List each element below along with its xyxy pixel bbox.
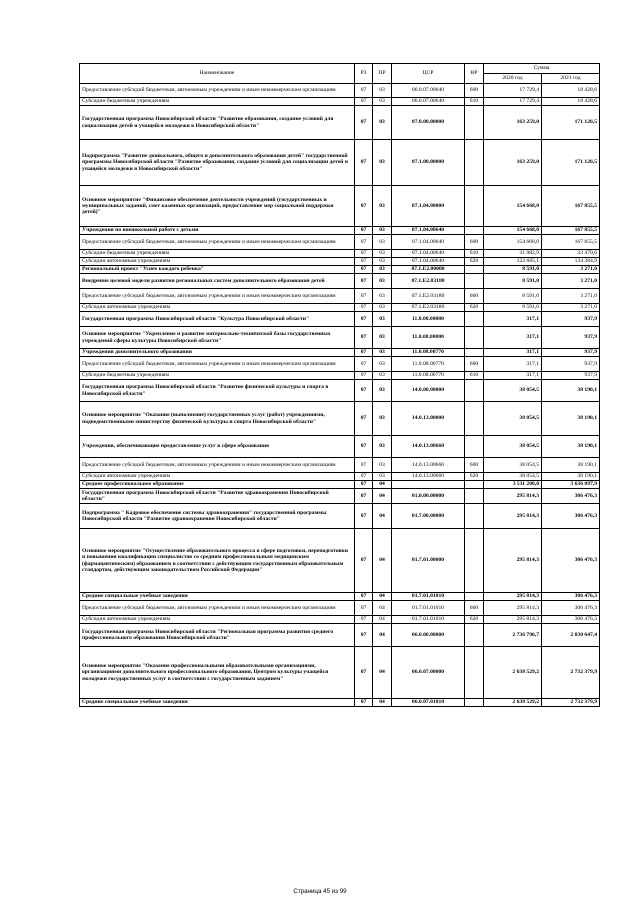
row-sum-2021: 18 428,6 — [542, 98, 600, 106]
row-csr: 07.1.00.00000 — [392, 140, 465, 186]
row-sum-2021: 167 855,5 — [542, 186, 600, 227]
row-pr: 03 — [373, 380, 392, 402]
table-row — [80, 140, 600, 186]
row-name: Субсидии автономным учреждениям — [80, 616, 355, 624]
row-csr: 06.0.07.00000 — [392, 647, 465, 699]
row-vr: 610 — [465, 372, 484, 380]
row-vr: 600 — [465, 84, 484, 98]
row-rz: 07 — [355, 304, 373, 312]
row-csr: 01.7.01.01010 — [392, 616, 465, 624]
row-csr: 01.7.01.01010 — [392, 593, 465, 601]
row-name: Основное мероприятие "Финансовое обеспечение деятельности учреждений (государственных и муниципальных заданий, смет казенных организаций, предоставление мер социальной поддержки детей)" — [80, 186, 355, 227]
row-sum-2020: 122 685,1 — [484, 258, 542, 266]
row-csr: 11.0.08.00000 — [392, 327, 465, 349]
row-vr — [465, 647, 484, 699]
row-csr: 07.1.04.00640 — [392, 250, 465, 258]
row-rz: 07 — [355, 624, 373, 647]
row-csr: 11.0.08.00770 — [392, 372, 465, 380]
row-vr — [465, 699, 484, 707]
row-sum-2021: 171 126,5 — [542, 106, 600, 140]
row-rz: 07 — [355, 106, 373, 140]
row-vr: 610 — [465, 250, 484, 258]
row-pr: 04 — [373, 616, 392, 624]
table-row — [80, 227, 600, 235]
row-sum-2021: 306 476,3 — [542, 616, 600, 624]
row-pr: 03 — [373, 436, 392, 458]
row-csr: 07.1.E2.03180 — [392, 274, 465, 289]
row-vr: 600 — [465, 601, 484, 616]
row-sum-2021: 937,9 — [542, 349, 600, 357]
table-row — [80, 504, 600, 529]
row-sum-2021: 3 636 897,9 — [542, 481, 600, 489]
row-pr: 04 — [373, 593, 392, 601]
row-sum-2021: 306 476,3 — [542, 601, 600, 616]
row-sum-2021: 306 476,3 — [542, 504, 600, 529]
row-sum-2020: 8 591,0 — [484, 274, 542, 289]
row-vr: 600 — [465, 235, 484, 250]
row-sum-2020: 3 511 208,0 — [484, 481, 542, 489]
row-name: Средние специальные учебные заведения — [80, 593, 355, 601]
row-name: Внедрение целевой модели развития региональных систем дополнительного образования детей — [80, 274, 355, 289]
row-csr: 14.0.13.00660 — [392, 473, 465, 481]
table-row — [80, 266, 600, 274]
row-pr: 04 — [373, 699, 392, 707]
row-rz: 07 — [355, 402, 373, 436]
table-row — [80, 380, 600, 402]
row-rz: 07 — [355, 235, 373, 250]
row-rz: 07 — [355, 593, 373, 601]
row-name: Основное мероприятие "Укрепление и развитие материально-технической базы государственных учреждений сферы культуры Новосибирской области" — [80, 327, 355, 349]
table-row — [80, 274, 600, 289]
row-sum-2020: 295 814,3 — [484, 616, 542, 624]
row-vr — [465, 349, 484, 357]
row-name: Основное мероприятие "Оказание профессиональными образовательными организациями, организациями дополнительного профессионального образования, Центром культуры учащейся молодежи государственных услуг в соответствии с государственным заданием" — [80, 647, 355, 699]
row-csr: 14.0.00.00000 — [392, 380, 465, 402]
row-pr: 03 — [373, 458, 392, 473]
row-pr: 03 — [373, 140, 392, 186]
row-sum-2021: 2 732 379,9 — [542, 699, 600, 707]
table-row — [80, 312, 600, 327]
row-csr — [392, 481, 465, 489]
budget-table — [79, 63, 600, 707]
row-rz: 07 — [355, 616, 373, 624]
row-vr: 600 — [465, 289, 484, 304]
row-sum-2020: 295 814,3 — [484, 529, 542, 593]
table-row — [80, 327, 600, 349]
row-sum-2020: 317,1 — [484, 312, 542, 327]
row-vr — [465, 489, 484, 504]
row-vr — [465, 312, 484, 327]
row-name: Государственная программа Новосибирской области "Развитие здравоохранения Новосибирской области" — [80, 489, 355, 504]
row-sum-2020: 38 054,5 — [484, 380, 542, 402]
row-vr: 600 — [465, 357, 484, 372]
page-number: Страница 45 из 99 — [293, 888, 347, 895]
row-sum-2020: 154 668,0 — [484, 227, 542, 235]
row-name: Государственная программа Новосибирской области "Культура Новосибирской области" — [80, 312, 355, 327]
row-vr — [465, 266, 484, 274]
row-name: Основное мероприятие "Осуществление образовательного процесса в сфере подготовки, переподготовки и повышения квалификации специалистов со средним профессиональным медицинским (фармацевтическим) образованием в соответствии с действующим государственным образовательным стандартом, действующим законодательством Российской Федерации" — [80, 529, 355, 593]
row-vr: 600 — [465, 458, 484, 473]
row-sum-2021: 2 732 379,9 — [542, 647, 600, 699]
row-sum-2021: 33 470,6 — [542, 250, 600, 258]
row-rz: 07 — [355, 327, 373, 349]
row-vr: 620 — [465, 304, 484, 312]
row-pr: 04 — [373, 481, 392, 489]
row-pr: 03 — [373, 304, 392, 312]
row-sum-2020: 38 054,5 — [484, 473, 542, 481]
row-vr — [465, 593, 484, 601]
row-sum-2021: 306 476,3 — [542, 593, 600, 601]
row-pr: 03 — [373, 372, 392, 380]
row-rz: 07 — [355, 258, 373, 266]
row-sum-2021: 937,9 — [542, 357, 600, 372]
budget-sheet — [79, 63, 599, 707]
row-name: Средние специальные учебные заведения — [80, 699, 355, 707]
row-rz: 07 — [355, 250, 373, 258]
row-sum-2021: 2 830 647,4 — [542, 624, 600, 647]
table-row — [80, 593, 600, 601]
row-sum-2021: 38 190,1 — [542, 402, 600, 436]
row-pr: 03 — [373, 106, 392, 140]
row-vr — [465, 380, 484, 402]
table-row — [80, 624, 600, 647]
row-pr: 04 — [373, 529, 392, 593]
row-name: Субсидии бюджетным учреждениям — [80, 250, 355, 258]
row-name: Предоставление субсидий бюджетным, автономным учреждениям и иным некоммерческим организациям — [80, 289, 355, 304]
row-csr: 01.0.00.00000 — [392, 489, 465, 504]
row-pr: 04 — [373, 489, 392, 504]
row-sum-2020: 154 668,0 — [484, 186, 542, 227]
row-csr: 07.1.E2.03180 — [392, 304, 465, 312]
row-pr: 03 — [373, 258, 392, 266]
row-csr: 07.1.04.00000 — [392, 186, 465, 227]
row-sum-2020: 295 814,3 — [484, 504, 542, 529]
row-rz: 07 — [355, 227, 373, 235]
row-name: Субсидии автономным учреждениям — [80, 473, 355, 481]
row-pr: 03 — [373, 250, 392, 258]
table-row — [80, 529, 600, 593]
row-sum-2021: 167 855,5 — [542, 235, 600, 250]
row-rz: 07 — [355, 349, 373, 357]
row-vr — [465, 436, 484, 458]
row-sum-2021: 306 476,3 — [542, 529, 600, 593]
row-name: Субсидии бюджетным учреждениям — [80, 98, 355, 106]
row-pr: 03 — [373, 402, 392, 436]
row-pr: 03 — [373, 327, 392, 349]
row-name: Государственная программа Новосибирской области "Развитие физической культуры и спорта в Новосибирской области" — [80, 380, 355, 402]
row-sum-2020: 317,1 — [484, 349, 542, 357]
row-rz: 07 — [355, 504, 373, 529]
row-rz: 07 — [355, 481, 373, 489]
row-sum-2020: 295 814,3 — [484, 593, 542, 601]
row-rz: 07 — [355, 274, 373, 289]
row-name: Учреждения, обеспечивающие предоставление услуг в сфере образования — [80, 436, 355, 458]
row-rz: 07 — [355, 436, 373, 458]
row-sum-2020: 8 591,0 — [484, 289, 542, 304]
row-pr: 03 — [373, 357, 392, 372]
row-name: Среднее профессиональное образование — [80, 481, 355, 489]
row-sum-2020: 8 591,0 — [484, 304, 542, 312]
row-vr — [465, 227, 484, 235]
row-name: Государственная программа Новосибирской области "Региональная программа развития среднего профессионального образования Новосибирской области" — [80, 624, 355, 647]
header-year-2021: 2021 год — [542, 74, 600, 84]
row-sum-2020: 317,1 — [484, 372, 542, 380]
table-row — [80, 647, 600, 699]
table-row — [80, 436, 600, 458]
table-row — [80, 616, 600, 624]
row-csr: 01.7.01.01010 — [392, 601, 465, 616]
table-row — [80, 258, 600, 266]
row-vr: 620 — [465, 616, 484, 624]
row-pr: 04 — [373, 601, 392, 616]
header-name: Наименование — [80, 64, 355, 84]
row-name: Предоставление субсидий бюджетным, автономным учреждениям и иным некоммерческим организациям — [80, 235, 355, 250]
row-sum-2020: 2 736 796,7 — [484, 624, 542, 647]
row-vr — [465, 106, 484, 140]
row-sum-2021: 134 384,9 — [542, 258, 600, 266]
row-rz: 07 — [355, 458, 373, 473]
row-name: Учреждения по внешкольной работе с детьми — [80, 227, 355, 235]
row-csr: 11.0.00.00000 — [392, 312, 465, 327]
table-row — [80, 84, 600, 98]
row-sum-2020: 2 638 529,2 — [484, 699, 542, 707]
row-vr — [465, 504, 484, 529]
row-rz: 07 — [355, 529, 373, 593]
row-pr: 03 — [373, 312, 392, 327]
row-vr — [465, 624, 484, 647]
row-csr: 01.7.00.00000 — [392, 504, 465, 529]
row-csr: 07.1.E2.00000 — [392, 266, 465, 274]
row-name: Подпрограмма " Кадровое обеспечение системы здравоохранения" государственной программы Новосибирской области "Развитие здравоохранения Новосибирской области" — [80, 504, 355, 529]
row-pr: 03 — [373, 235, 392, 250]
row-csr: 01.7.01.00000 — [392, 529, 465, 593]
row-sum-2020: 38 054,5 — [484, 458, 542, 473]
table-row — [80, 235, 600, 250]
table-row — [80, 372, 600, 380]
row-sum-2020: 295 814,3 — [484, 601, 542, 616]
row-csr: 14.0.13.00000 — [392, 402, 465, 436]
row-rz: 07 — [355, 380, 373, 402]
row-sum-2021: 3 271,0 — [542, 289, 600, 304]
table-row — [80, 473, 600, 481]
row-pr: 03 — [373, 473, 392, 481]
row-name: Государственная программа Новосибирской области "Развитие образования, создание условий для социализации детей и учащейся молодежи в Новосибирской области" — [80, 106, 355, 140]
row-pr: 03 — [373, 98, 392, 106]
row-sum-2021: 38 190,1 — [542, 380, 600, 402]
row-vr: 610 — [465, 98, 484, 106]
row-sum-2021: 3 271,0 — [542, 304, 600, 312]
row-rz: 07 — [355, 489, 373, 504]
row-name: Субсидии автономным учреждениям — [80, 304, 355, 312]
row-pr: 04 — [373, 504, 392, 529]
header-rz: РЗ — [355, 64, 373, 84]
row-vr — [465, 402, 484, 436]
row-vr — [465, 481, 484, 489]
row-sum-2020: 17 729,4 — [484, 98, 542, 106]
table-row — [80, 250, 600, 258]
row-csr: 06.0.07.01010 — [392, 699, 465, 707]
row-name: Предоставление субсидий бюджетным, автономным учреждениям и иным некоммерческим организациям — [80, 458, 355, 473]
row-sum-2020: 295 814,3 — [484, 489, 542, 504]
row-vr — [465, 529, 484, 593]
row-rz: 07 — [355, 186, 373, 227]
row-sum-2021: 937,9 — [542, 312, 600, 327]
row-csr: 11.0.08.00770 — [392, 357, 465, 372]
row-vr: 620 — [465, 473, 484, 481]
row-csr: 06.0.07.00640 — [392, 84, 465, 98]
header-year-2020: 2020 год — [484, 74, 542, 84]
table-row — [80, 98, 600, 106]
row-rz: 07 — [355, 372, 373, 380]
row-rz: 07 — [355, 266, 373, 274]
row-pr: 03 — [373, 227, 392, 235]
row-pr: 03 — [373, 266, 392, 274]
row-csr: 07.1.04.00640 — [392, 235, 465, 250]
row-sum-2020: 38 054,5 — [484, 436, 542, 458]
row-sum-2021: 171 126,5 — [542, 140, 600, 186]
row-rz: 07 — [355, 98, 373, 106]
row-pr: 03 — [373, 186, 392, 227]
row-sum-2021: 306 476,3 — [542, 489, 600, 504]
header-vr: ВР — [465, 64, 484, 84]
row-pr: 04 — [373, 647, 392, 699]
row-vr: 620 — [465, 258, 484, 266]
row-rz: 07 — [355, 84, 373, 98]
row-sum-2021: 3 271,0 — [542, 266, 600, 274]
row-pr: 03 — [373, 84, 392, 98]
row-sum-2020: 2 638 529,2 — [484, 647, 542, 699]
row-sum-2020: 163 259,0 — [484, 106, 542, 140]
header-csr: ЦСР — [392, 64, 465, 84]
table-row — [80, 186, 600, 227]
row-name: Основное мероприятие "Оказание (выполнение) государственных услуг (работ) учреждениями, подведомственными министерству физической культуры и спорта Новосибирской области" — [80, 402, 355, 436]
row-sum-2020: 17 729,4 — [484, 84, 542, 98]
row-name: Субсидии автономным учреждениям — [80, 258, 355, 266]
table-row — [80, 458, 600, 473]
row-rz: 07 — [355, 312, 373, 327]
table-row — [80, 489, 600, 504]
row-sum-2021: 937,9 — [542, 327, 600, 349]
table-row — [80, 106, 600, 140]
row-sum-2021: 937,9 — [542, 372, 600, 380]
row-name: Учреждения дополнительного образования — [80, 349, 355, 357]
row-csr: 07.0.00.00000 — [392, 106, 465, 140]
row-csr: 07.1.04.00640 — [392, 258, 465, 266]
table-body — [80, 84, 600, 707]
row-csr: 14.0.13.00660 — [392, 458, 465, 473]
table-row — [80, 481, 600, 489]
row-name: Региональный проект "Успех каждого ребенка" — [80, 266, 355, 274]
row-pr: 04 — [373, 624, 392, 647]
row-sum-2021: 3 271,0 — [542, 274, 600, 289]
row-rz: 07 — [355, 289, 373, 304]
row-rz: 07 — [355, 357, 373, 372]
table-row — [80, 601, 600, 616]
row-csr: 11.0.08.00770 — [392, 349, 465, 357]
row-sum-2020: 8 591,0 — [484, 266, 542, 274]
table-row — [80, 304, 600, 312]
header-sum: Сумма — [484, 64, 600, 74]
row-vr — [465, 140, 484, 186]
row-csr: 07.1.04.00640 — [392, 227, 465, 235]
row-sum-2021: 38 190,1 — [542, 436, 600, 458]
row-rz: 07 — [355, 140, 373, 186]
row-rz: 07 — [355, 601, 373, 616]
row-csr: 14.0.13.00660 — [392, 436, 465, 458]
header-pr: ПР — [373, 64, 392, 84]
row-name: Подпрограмма "Развитие дошкольного, общего и дополнительного образования детей" государственной программы Новосибирской области "Развитие образования, создание условий для социализации детей и учащейся молодежи в Новосибирской области" — [80, 140, 355, 186]
row-sum-2021: 18 428,6 — [542, 84, 600, 98]
row-sum-2020: 31 982,9 — [484, 250, 542, 258]
row-sum-2020: 163 259,0 — [484, 140, 542, 186]
row-sum-2020: 317,1 — [484, 327, 542, 349]
row-csr: 06.0.00.00000 — [392, 624, 465, 647]
row-name: Предоставление субсидий бюджетным, автономным учреждениям и иным некоммерческим организациям — [80, 357, 355, 372]
table-row — [80, 289, 600, 304]
row-csr: 07.1.E2.03180 — [392, 289, 465, 304]
row-rz: 07 — [355, 647, 373, 699]
row-name: Предоставление субсидий бюджетным, автономным учреждениям и иным некоммерческим организациям — [80, 601, 355, 616]
row-sum-2020: 317,1 — [484, 357, 542, 372]
row-vr — [465, 274, 484, 289]
row-sum-2020: 38 054,5 — [484, 402, 542, 436]
row-pr: 03 — [373, 274, 392, 289]
row-sum-2021: 38 190,1 — [542, 458, 600, 473]
row-sum-2021: 167 855,5 — [542, 227, 600, 235]
row-csr: 06.0.07.00640 — [392, 98, 465, 106]
table-row — [80, 699, 600, 707]
row-name: Субсидии бюджетным учреждениям — [80, 372, 355, 380]
row-sum-2020: 154 668,0 — [484, 235, 542, 250]
row-pr: 03 — [373, 349, 392, 357]
table-header — [80, 64, 600, 84]
row-pr: 03 — [373, 289, 392, 304]
row-vr — [465, 186, 484, 227]
table-row — [80, 349, 600, 357]
table-row — [80, 402, 600, 436]
row-name: Предоставление субсидий бюджетным, автономным учреждениям и иным некоммерческим организациям — [80, 84, 355, 98]
row-rz: 07 — [355, 699, 373, 707]
table-row — [80, 357, 600, 372]
row-vr — [465, 327, 484, 349]
row-sum-2021: 38 190,1 — [542, 473, 600, 481]
row-rz: 07 — [355, 473, 373, 481]
